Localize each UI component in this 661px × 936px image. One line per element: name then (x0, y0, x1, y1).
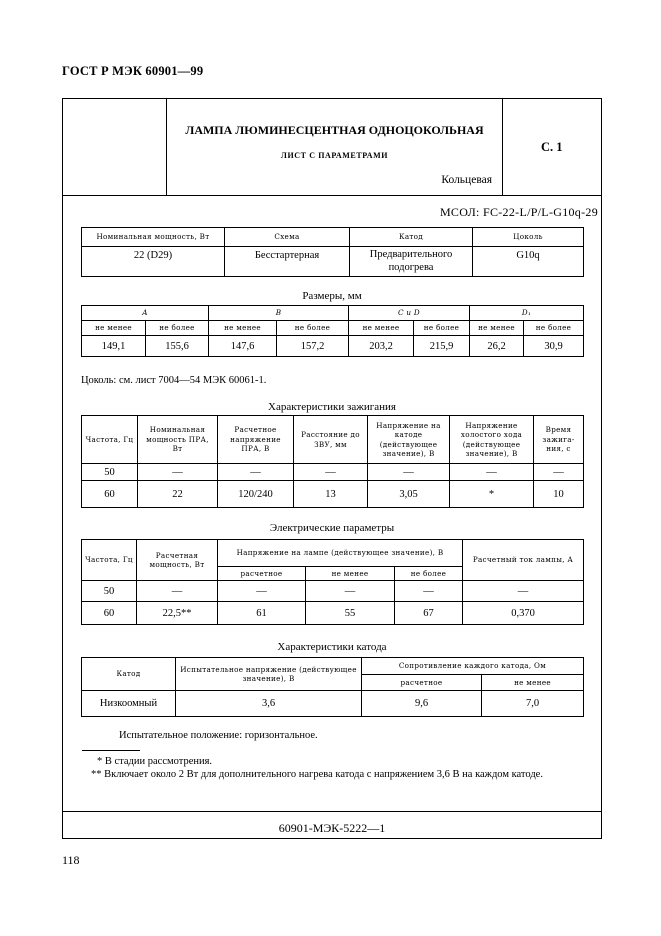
lamp-title: ЛАМПА ЛЮМИНЕСЦЕНТНАЯ ОДНОЦОКОЛЬНАЯ (185, 123, 484, 137)
header-cell: Катод (350, 228, 473, 247)
table-cell: 26,2 (470, 336, 524, 357)
table-row (82, 602, 584, 625)
table-cell: 149,1 (82, 336, 146, 357)
table-cell: Низкоомный (82, 691, 176, 717)
header-cell: расчетное (218, 567, 306, 581)
main-params-table (81, 227, 584, 277)
header-cell: не менее (349, 321, 414, 336)
table-cell: 30,9 (524, 336, 584, 357)
table-header-row (82, 540, 584, 567)
ignition-table (81, 415, 584, 508)
page-number: 118 (62, 853, 80, 867)
header-cell: B (209, 306, 349, 321)
sheet-footer (63, 811, 601, 840)
table-cell: 13 (294, 481, 368, 508)
header-cell: не менее (82, 321, 146, 336)
table-cell: — (306, 581, 395, 602)
table-cell: G10q (473, 247, 584, 277)
header-cell: не более (524, 321, 584, 336)
header-cell: Напряжение холостого хода (действующее значение), В (450, 416, 534, 464)
table-cell: 60 (82, 481, 138, 508)
table-header-row (82, 228, 584, 247)
footnote-1: * В стадии рассмотрения. (97, 756, 213, 767)
table-cell: — (534, 464, 584, 481)
table-cell: 203,2 (349, 336, 414, 357)
table-header-row (82, 416, 584, 464)
base-note: Цоколь: см. лист 7004—54 МЭК 60061-1. (81, 375, 267, 386)
table-cell: 3,6 (176, 691, 362, 717)
document-code: ГОСТ Р МЭК 60901—99 (62, 64, 204, 78)
header-cell: C и D (349, 306, 470, 321)
header-cell: Номинальная мощность ПРА, Вт (138, 416, 218, 464)
table-cell: 22 (138, 481, 218, 508)
dimensions-table (81, 305, 584, 357)
table-cell: 147,6 (209, 336, 277, 357)
lamp-designation: МСОЛ: FC-22-L/P/L-G10q-29 (439, 205, 598, 219)
header-cell: D₁ (470, 306, 584, 321)
header-cell: Катод (82, 658, 176, 691)
table-cell: 50 (82, 581, 137, 602)
table-cell: Предварительного подогрева (350, 247, 473, 277)
table-header-row (82, 306, 584, 321)
electrical-caption: Электрические параметры (269, 522, 395, 534)
table-header-row (82, 321, 584, 336)
header-cell: не менее (306, 567, 395, 581)
electrical-table (81, 539, 584, 625)
header-cell: Расчетный ток лампы, А (463, 540, 584, 581)
table-cell: — (395, 581, 463, 602)
table-cell: 50 (82, 464, 138, 481)
cathode-caption: Характеристики катода (277, 641, 387, 653)
table-cell: 215,9 (414, 336, 470, 357)
table-cell: 61 (218, 602, 306, 625)
dimensions-caption: Размеры, мм (302, 290, 362, 302)
table-cell: — (450, 464, 534, 481)
table-cell: 155,6 (146, 336, 209, 357)
header-cell: Расстояние до ЗВУ, мм (294, 416, 368, 464)
table-cell: 7,0 (482, 691, 584, 717)
header-cell: не более (277, 321, 349, 336)
table-row (82, 581, 584, 602)
table-row (82, 691, 584, 717)
table-row (82, 464, 584, 481)
table-cell: — (368, 464, 450, 481)
table-cell: 157,2 (277, 336, 349, 357)
table-cell: — (463, 581, 584, 602)
table-cell: 22,5** (137, 602, 218, 625)
table-cell: — (294, 464, 368, 481)
header-cell: расчетное (362, 675, 482, 691)
table-row (82, 336, 584, 357)
header-cell: не более (146, 321, 209, 336)
header-cell: Частота, Гц (82, 416, 138, 464)
header-cell: Схема (225, 228, 350, 247)
table-cell: 10 (534, 481, 584, 508)
table-header-row (82, 658, 584, 675)
footer-code: 60901-МЭК-5222—1 (278, 821, 386, 835)
cathode-table (81, 657, 584, 717)
sheet-number: С. 1 (541, 140, 563, 154)
header-cell: Расчетное напряжение ПРА, В (218, 416, 294, 464)
header-cell: не менее (209, 321, 277, 336)
header-cell: Цоколь (473, 228, 584, 247)
table-cell: 22 (D29) (82, 247, 225, 277)
test-position: Испытательное положение: горизонтальное. (119, 730, 318, 741)
table-row (82, 481, 584, 508)
header-title-block (166, 99, 503, 195)
header-cell: не более (414, 321, 470, 336)
header-cell: Напряжение на лампе (действующее значение), В (218, 540, 463, 567)
ignition-caption: Характеристики зажигания (268, 401, 396, 413)
table-cell: — (218, 581, 306, 602)
lamp-shape: Кольцевая (441, 174, 492, 186)
header-cell: Время зажига-ния, с (534, 416, 584, 464)
table-cell: 3,05 (368, 481, 450, 508)
table-cell: — (138, 464, 218, 481)
table-cell: 0,370 (463, 602, 584, 625)
sheet-header (63, 99, 601, 196)
footnote-separator (82, 750, 140, 751)
header-cell: не менее (482, 675, 584, 691)
table-cell: 120/240 (218, 481, 294, 508)
table-cell: 67 (395, 602, 463, 625)
table-cell: * (450, 481, 534, 508)
table-cell: 60 (82, 602, 137, 625)
footnote-2: ** Включает около 2 Вт для дополнительного нагрева катода с напряжением 3,6 В на каждом катоде. (91, 769, 543, 780)
header-cell: Напряжение на катоде (действующее значение), В (368, 416, 450, 464)
sheet-subtitle: ЛИСТ С ПАРАМЕТРАМИ (280, 151, 389, 160)
header-cell: не менее (470, 321, 524, 336)
header-cell: A (82, 306, 209, 321)
header-cell: Номинальная мощность, Вт (82, 228, 225, 247)
table-cell: — (218, 464, 294, 481)
table-row (82, 247, 584, 277)
table-cell: Бесстартерная (225, 247, 350, 277)
table-cell: — (137, 581, 218, 602)
header-cell: Расчетная мощность, Вт (137, 540, 218, 581)
table-cell: 9,6 (362, 691, 482, 717)
header-cell: Испытательное напряжение (действующее значение), В (176, 658, 362, 691)
header-cell: не более (395, 567, 463, 581)
header-cell: Сопротивление каждого катода, Ом (362, 658, 584, 675)
header-cell: Частота, Гц (82, 540, 137, 581)
table-cell: 55 (306, 602, 395, 625)
